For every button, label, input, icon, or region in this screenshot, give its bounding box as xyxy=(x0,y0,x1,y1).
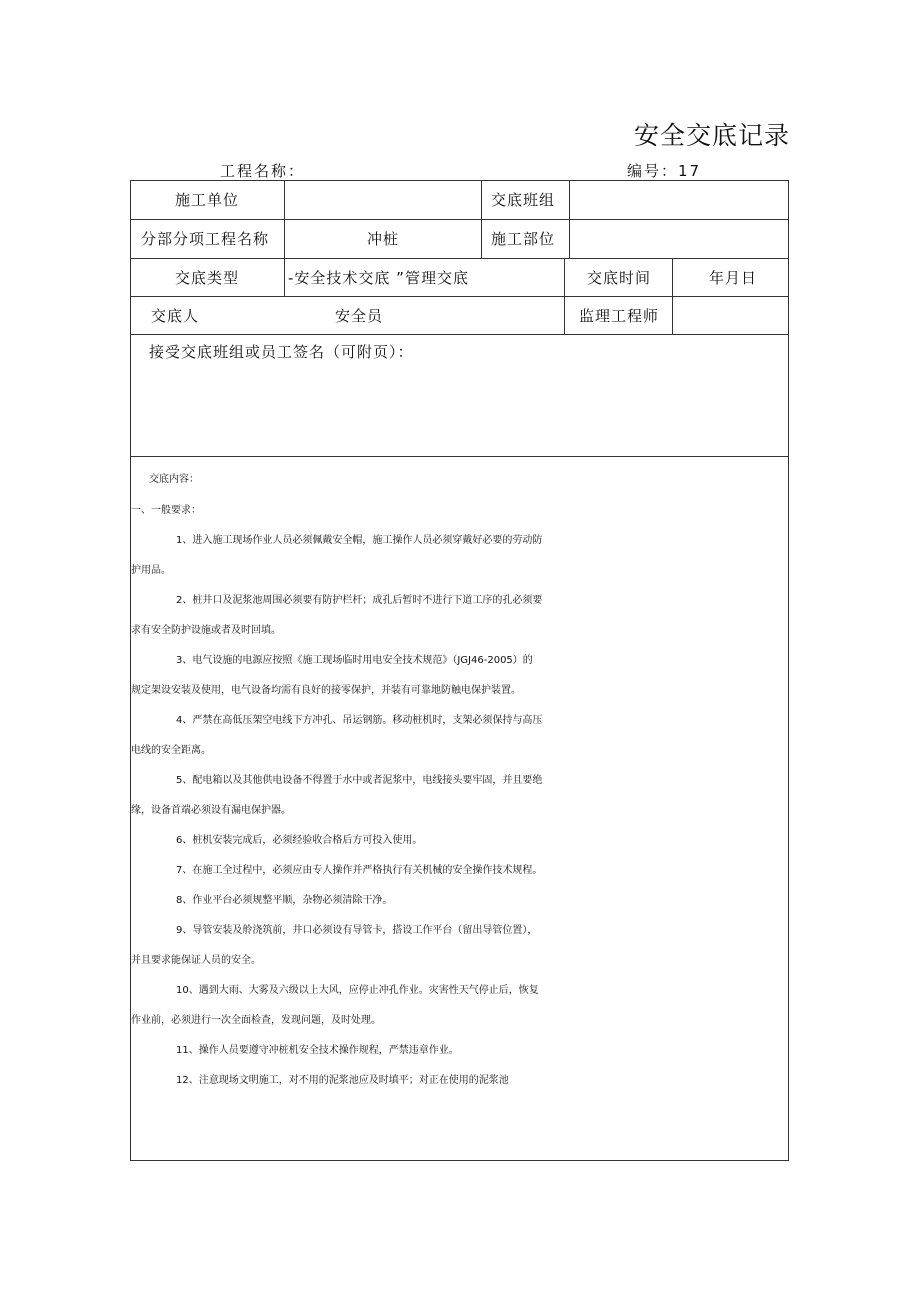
type-label: 交底类型 xyxy=(175,269,240,287)
row-divider xyxy=(131,456,788,457)
content-line: 7、在施工全过程中，必须应由专人操作并严格执行有关机械的安全操作技术规程。 xyxy=(176,865,543,876)
time-value: 年月日 xyxy=(709,269,758,287)
content-line: 护用品。 xyxy=(131,565,171,576)
team-label: 交底班组 xyxy=(491,191,556,209)
column-divider xyxy=(481,181,482,258)
construction-unit-label: 施工单位 xyxy=(175,191,240,209)
content-line: 规定架设安装及使用，电气设备均需有良好的接零保护，并装有可靠地防触电保护装置。 xyxy=(131,685,521,696)
column-divider xyxy=(284,181,285,296)
content-line: 作业前，必须进行一次全面检查，发现问题，及时处理。 xyxy=(131,1015,381,1026)
type-value: -安全技术交底 ”管理交底 xyxy=(288,269,469,287)
content-line: 6、桩机安装完成后，必须经验收合格后方可投入使用。 xyxy=(176,835,423,846)
number-value: 17 xyxy=(678,162,702,180)
sub-project-label: 分部分项工程名称 xyxy=(141,230,270,248)
content-line: 求有安全防护设施或者及时回填。 xyxy=(131,625,281,636)
content-line: 12、注意现场文明施工，对不用的泥浆池应及时填平；对正在使用的泥浆池 xyxy=(176,1075,509,1086)
content-line: 10、遇到大雨、大雾及六级以上大风，应停止冲孔作业。灾害性天气停止后，恢复 xyxy=(176,985,539,996)
content-label: 交底内容： xyxy=(149,474,199,485)
column-divider xyxy=(569,181,570,258)
handover-table xyxy=(130,180,789,1161)
document-number xyxy=(627,160,701,181)
presenter-value: 安全员 xyxy=(335,307,384,325)
column-divider xyxy=(672,258,673,334)
handover-content xyxy=(131,465,788,1096)
content-line: 2、桩井口及泥浆池周围必须要有防护栏杆；成孔后暂时不进行下道工序的孔必须要 xyxy=(176,595,543,606)
content-line: 5、配电箱以及其他供电设备不得置于水中或者泥浆中，电线接头要牢固，并且要绝 xyxy=(176,775,543,786)
presenter-label: 交底人 xyxy=(151,307,200,325)
signature-label: 接受交底班组或员工签名（可附页）： xyxy=(149,343,414,361)
number-label: 编号： xyxy=(627,162,679,180)
content-line: 4、严禁在高低压架空电线下方冲孔、吊运钢筋。移动桩机时，支架必须保持与高压 xyxy=(176,715,543,726)
content-line: 并且要求能保证人员的安全。 xyxy=(131,955,261,966)
content-line: 9、导管安装及舲浇筑前，井口必须设有导管卡，搭设工作平台（留出导管位置）， xyxy=(176,925,538,936)
supervisor-label: 监理工程师 xyxy=(579,307,660,325)
content-line: 11、操作人员要遵守冲桩机安全技术操作规程，严禁违章作业。 xyxy=(176,1045,459,1056)
column-divider xyxy=(564,258,565,334)
row-divider xyxy=(131,334,788,335)
section-heading: 一、一般要求： xyxy=(131,505,201,516)
content-line: 缘，设备首端必须设有漏电保护器。 xyxy=(131,805,291,816)
sub-project-value: 冲桩 xyxy=(367,230,400,248)
content-line: 3、电气设施的电源应按照《施工现场临时用电安全技术规范》（JGJ46-2005）的 xyxy=(176,655,533,666)
document-title: 安全交底记录 xyxy=(633,121,790,150)
time-label: 交底时间 xyxy=(587,269,652,287)
location-label: 施工部位 xyxy=(491,230,556,248)
content-line: 8、作业平台必须规整平顺，杂物必须清除干净。 xyxy=(176,895,393,906)
project-name-label: 工程名称： xyxy=(220,162,306,180)
content-line: 电线的安全距离。 xyxy=(131,745,211,756)
content-line: 1、进入施工现场作业人员必须佩戴安全帽，施工操作人员必须穿戴好必要的劳动防 xyxy=(176,535,543,546)
